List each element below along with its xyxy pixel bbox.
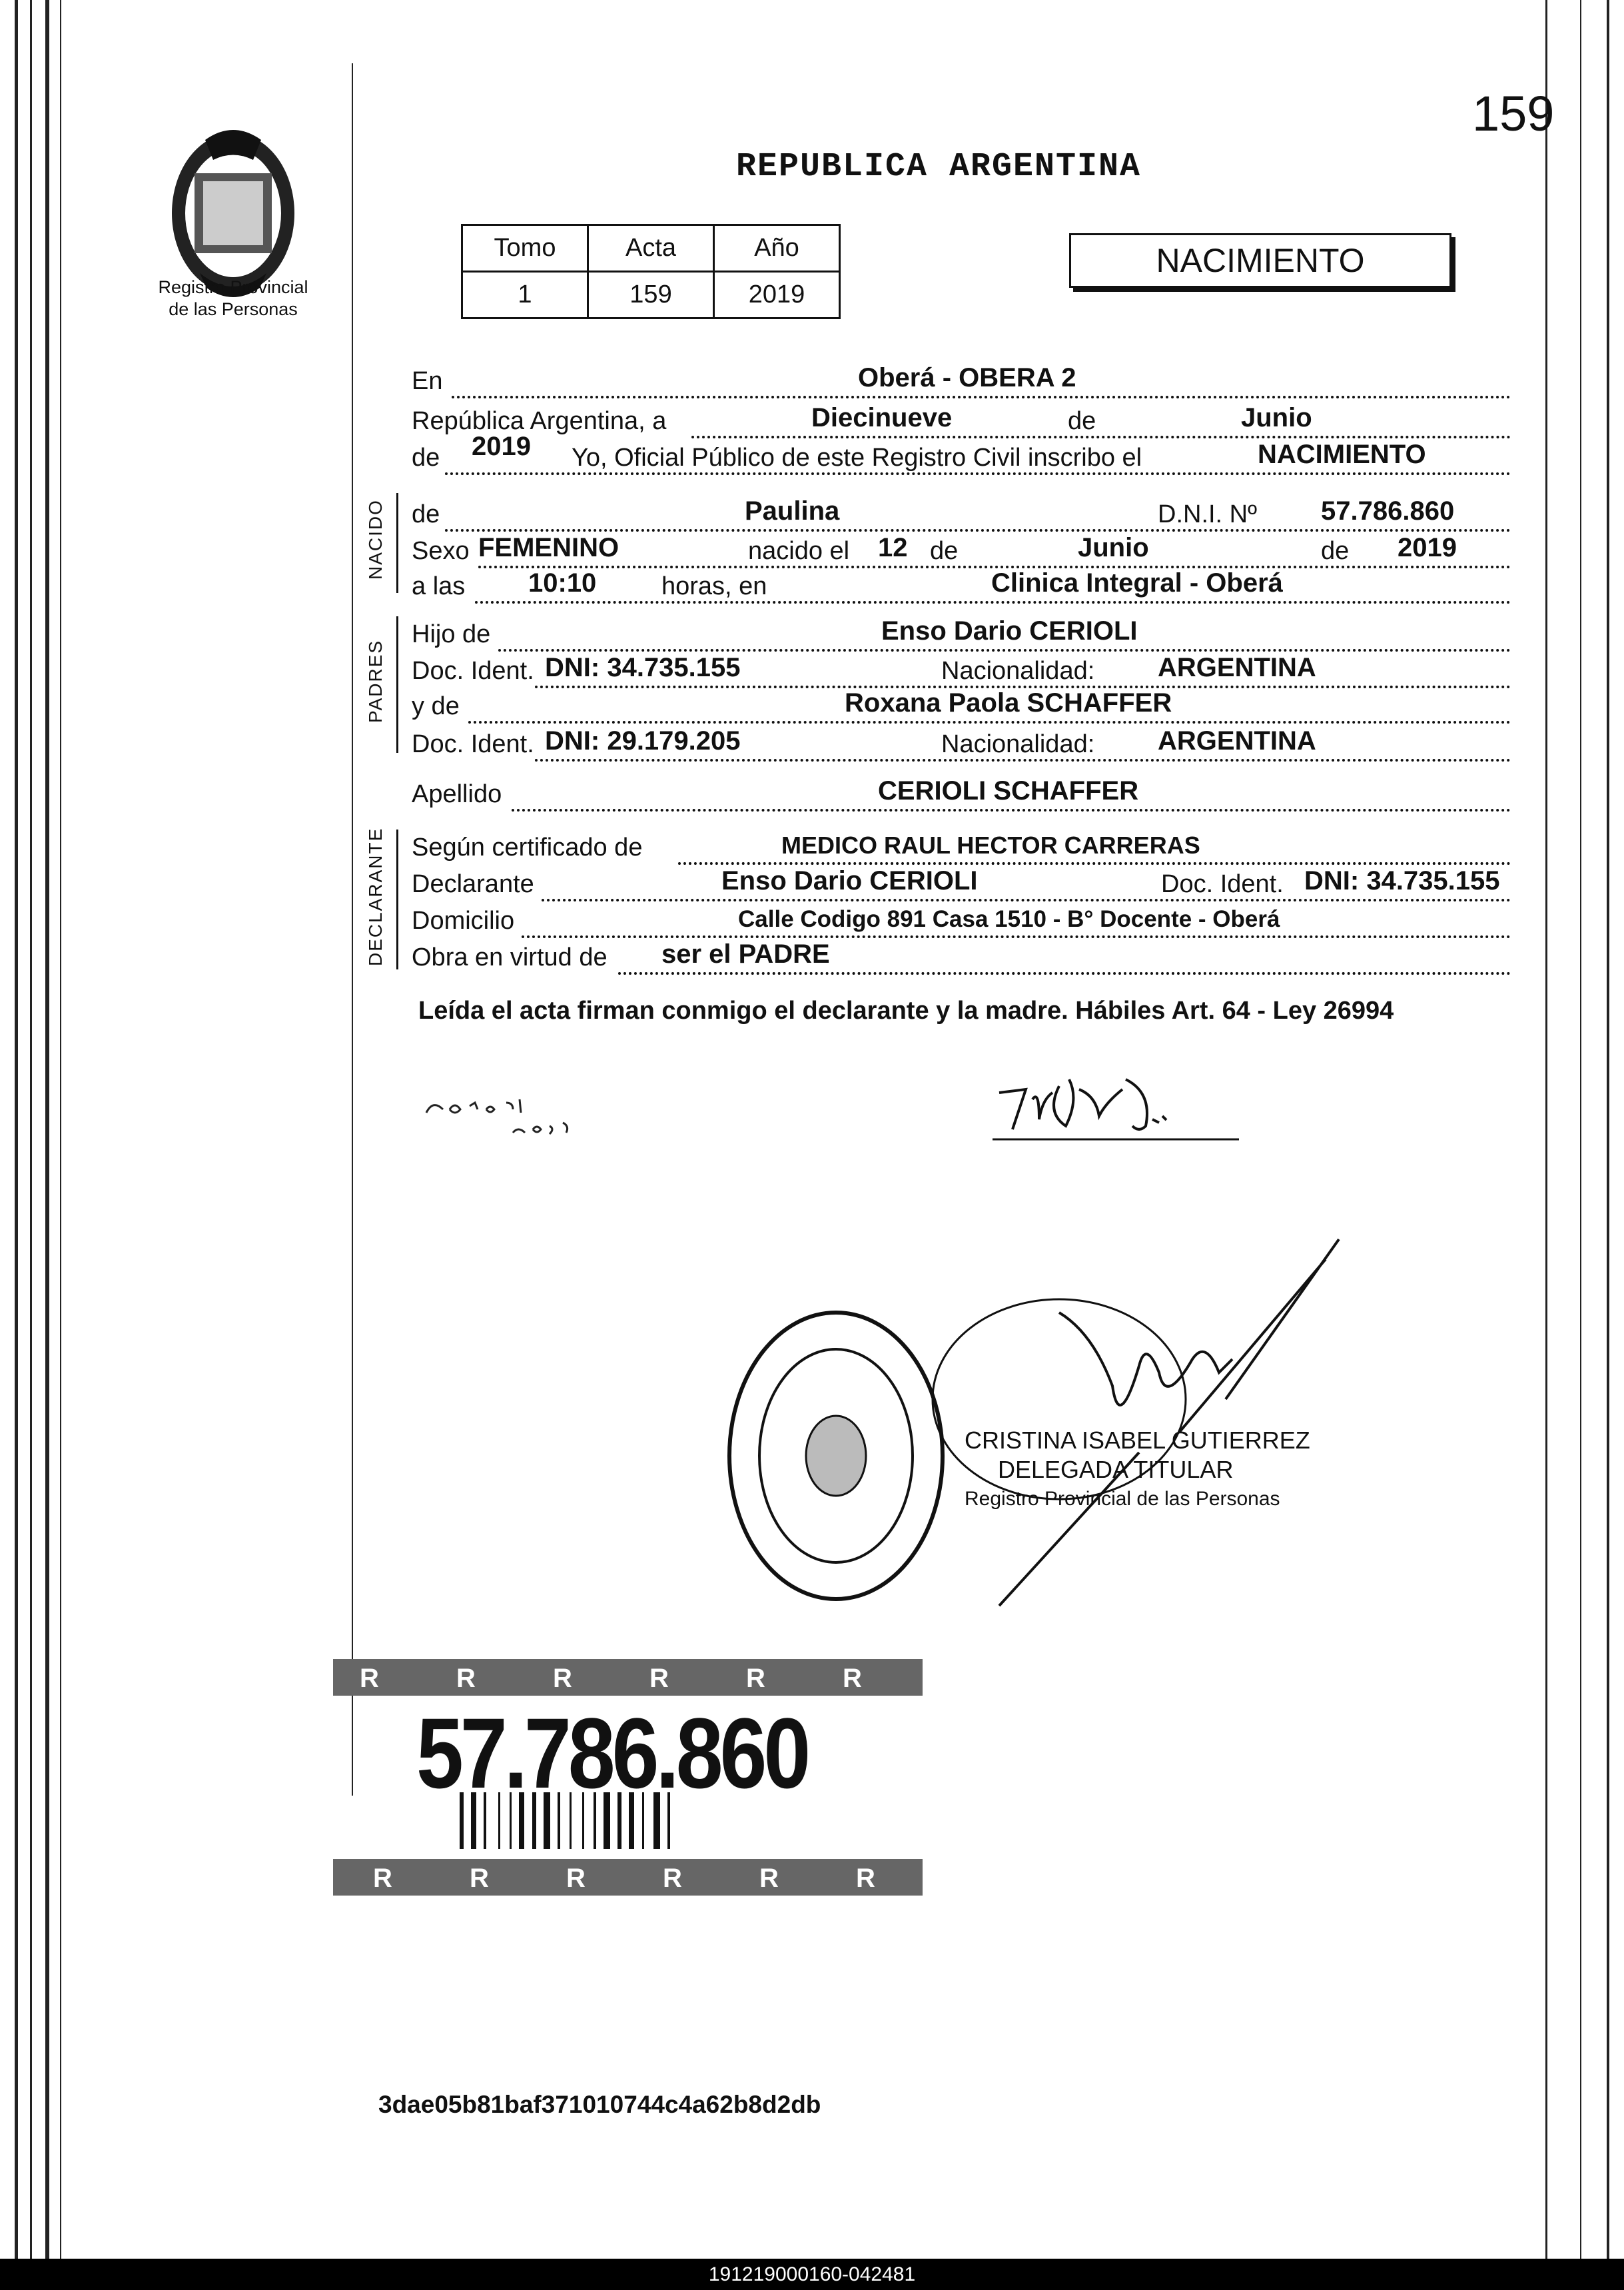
field-value: Calle Codigo 891 Casa 1510 - B° Docente - Oberá [738,906,1280,932]
official-stamp [965,1426,1310,1514]
svg-text:R: R [746,1664,765,1693]
field-value: MEDICO RAUL HECTOR CARRERAS [781,832,1200,859]
svg-text:R: R [663,1864,682,1893]
field-value: 10:10 [528,568,597,598]
field-value: Paulina [745,496,840,526]
svg-text:R: R [566,1864,586,1893]
scan-line [1607,0,1609,2259]
field-row [412,723,1511,763]
field-label: y de [412,692,460,720]
field-label: de [930,537,959,565]
field-row [412,613,1511,653]
svg-text:R: R [843,1664,862,1693]
field-label: Hijo de [412,620,491,648]
scan-line [45,0,49,2259]
field-value: 12 [878,533,908,562]
field-label: nacido el [748,537,850,565]
field-value: Junio [1078,533,1149,562]
field-row [412,565,1511,605]
table-cell: 2019 [714,272,840,318]
field-label: Nacionalidad: [941,657,1095,685]
field-value: CERIOLI SCHAFFER [878,776,1139,806]
field-value: 2019 [472,432,531,461]
svg-text:R: R [856,1864,875,1893]
scan-line [15,0,18,2259]
field-value: 2019 [1398,533,1457,562]
field-value: ser el PADRE [661,939,830,969]
field-label: de [412,444,440,472]
field-row [412,432,1511,476]
field-row [412,650,1511,690]
field-label: Yo, Oficial Público de este Registro Civil inscribo el [572,444,1142,472]
scan-line [1545,0,1547,2259]
field-label: Declarante [412,870,534,898]
field-label: Según certificado de [412,834,643,861]
page-title: REPUBLICA ARGENTINA [735,148,1142,186]
svg-text:R: R [649,1664,669,1693]
field-value: 57.786.860 [1321,496,1455,526]
table-cell: 159 [588,272,714,318]
field-label: Doc. Ident. [1161,870,1284,898]
field-value: NACIMIENTO [1258,440,1426,469]
scan-line [352,63,353,1796]
svg-text:R: R [360,1664,379,1693]
official-name: CRISTINA ISABEL GUTIERREZ [965,1427,1310,1454]
field-label: Nacionalidad: [941,730,1095,758]
emblem-caption-line1: Registro Provincial [158,277,308,297]
section-label-declarante: DECLARANTE [365,827,386,966]
field-label: En [412,367,443,395]
section-label-nacido: NACIDO [365,499,386,580]
field-value: DNI: 34.735.155 [545,653,741,682]
field-value: Enso Dario CERIOLI [721,866,978,895]
svg-text:R: R [470,1864,489,1893]
field-value: DNI: 34.735.155 [1304,866,1500,895]
field-label: Apellido [412,780,502,808]
field-label: República Argentina, a [412,407,667,435]
table-header: Año [714,225,840,272]
field-row [412,400,1511,440]
scan-line [1580,0,1581,2259]
field-value: Oberá - OBERA 2 [858,363,1076,392]
field-row [412,530,1511,570]
field-value: FEMENINO [478,533,619,562]
document-hash: 3dae05b81baf371010744c4a62b8d2db [378,2091,821,2118]
declarant-signature-icon [413,1086,666,1166]
field-label: D.N.I. Nº [1158,500,1257,528]
record-type-box: NACIMIENTO [1069,233,1451,288]
svg-text:R: R [553,1664,572,1693]
table-header: Tomo [462,225,588,272]
field-row [412,360,1511,400]
field-label: Doc. Ident. [412,730,534,758]
field-value: DNI: 29.179.205 [545,726,741,756]
field-label: de [1321,537,1350,565]
scan-line [60,0,61,2259]
field-value: Clinica Integral - Oberá [991,568,1283,598]
emblem-caption-line2: de las Personas [169,299,298,319]
scan-line [30,0,32,2259]
registry-seal-icon [723,1303,949,1609]
field-label: de [412,500,440,528]
field-row [412,936,1511,976]
emblem-caption [147,277,320,320]
svg-text:R: R [373,1864,392,1893]
sticker-number: 57.786.860 [416,1697,808,1809]
section-label-padres: PADRES [365,639,386,723]
page-number: 159 [1472,86,1555,141]
field-value: ARGENTINA [1158,726,1316,756]
field-label: a las [412,572,466,600]
official-title: DELEGADA TITULAR [998,1456,1234,1483]
field-label: horas, en [661,572,767,600]
field-value: Diecinueve [811,403,953,432]
mother-signature-icon [986,1073,1252,1173]
official-office: Registro Provincial de las Personas [965,1488,1280,1510]
field-label: Domicilio [412,907,515,935]
closing-statement: Leída el acta firman conmigo el declarante y la madre. Hábiles Art. 64 - Ley 26994 [418,997,1394,1025]
field-row [412,899,1511,939]
field-label: de [1068,407,1096,435]
field-value: Junio [1241,403,1312,432]
field-label: Doc. Ident. [412,657,534,685]
field-value: ARGENTINA [1158,653,1316,682]
footer-code: 191219000160-042481 [0,2259,1624,2290]
field-row [412,493,1511,533]
field-value: Roxana Paola SCHAFFER [845,688,1172,718]
field-row [412,685,1511,725]
svg-text:R: R [759,1864,779,1893]
record-table [461,224,841,319]
field-label: Obra en virtud de [412,943,608,971]
table-header: Acta [588,225,714,272]
field-row [412,773,1511,813]
field-row [412,863,1511,903]
svg-text:R: R [456,1664,476,1693]
field-row [412,826,1511,866]
field-label: Sexo [412,537,470,565]
field-value: Enso Dario CERIOLI [881,616,1138,646]
table-cell: 1 [462,272,588,318]
